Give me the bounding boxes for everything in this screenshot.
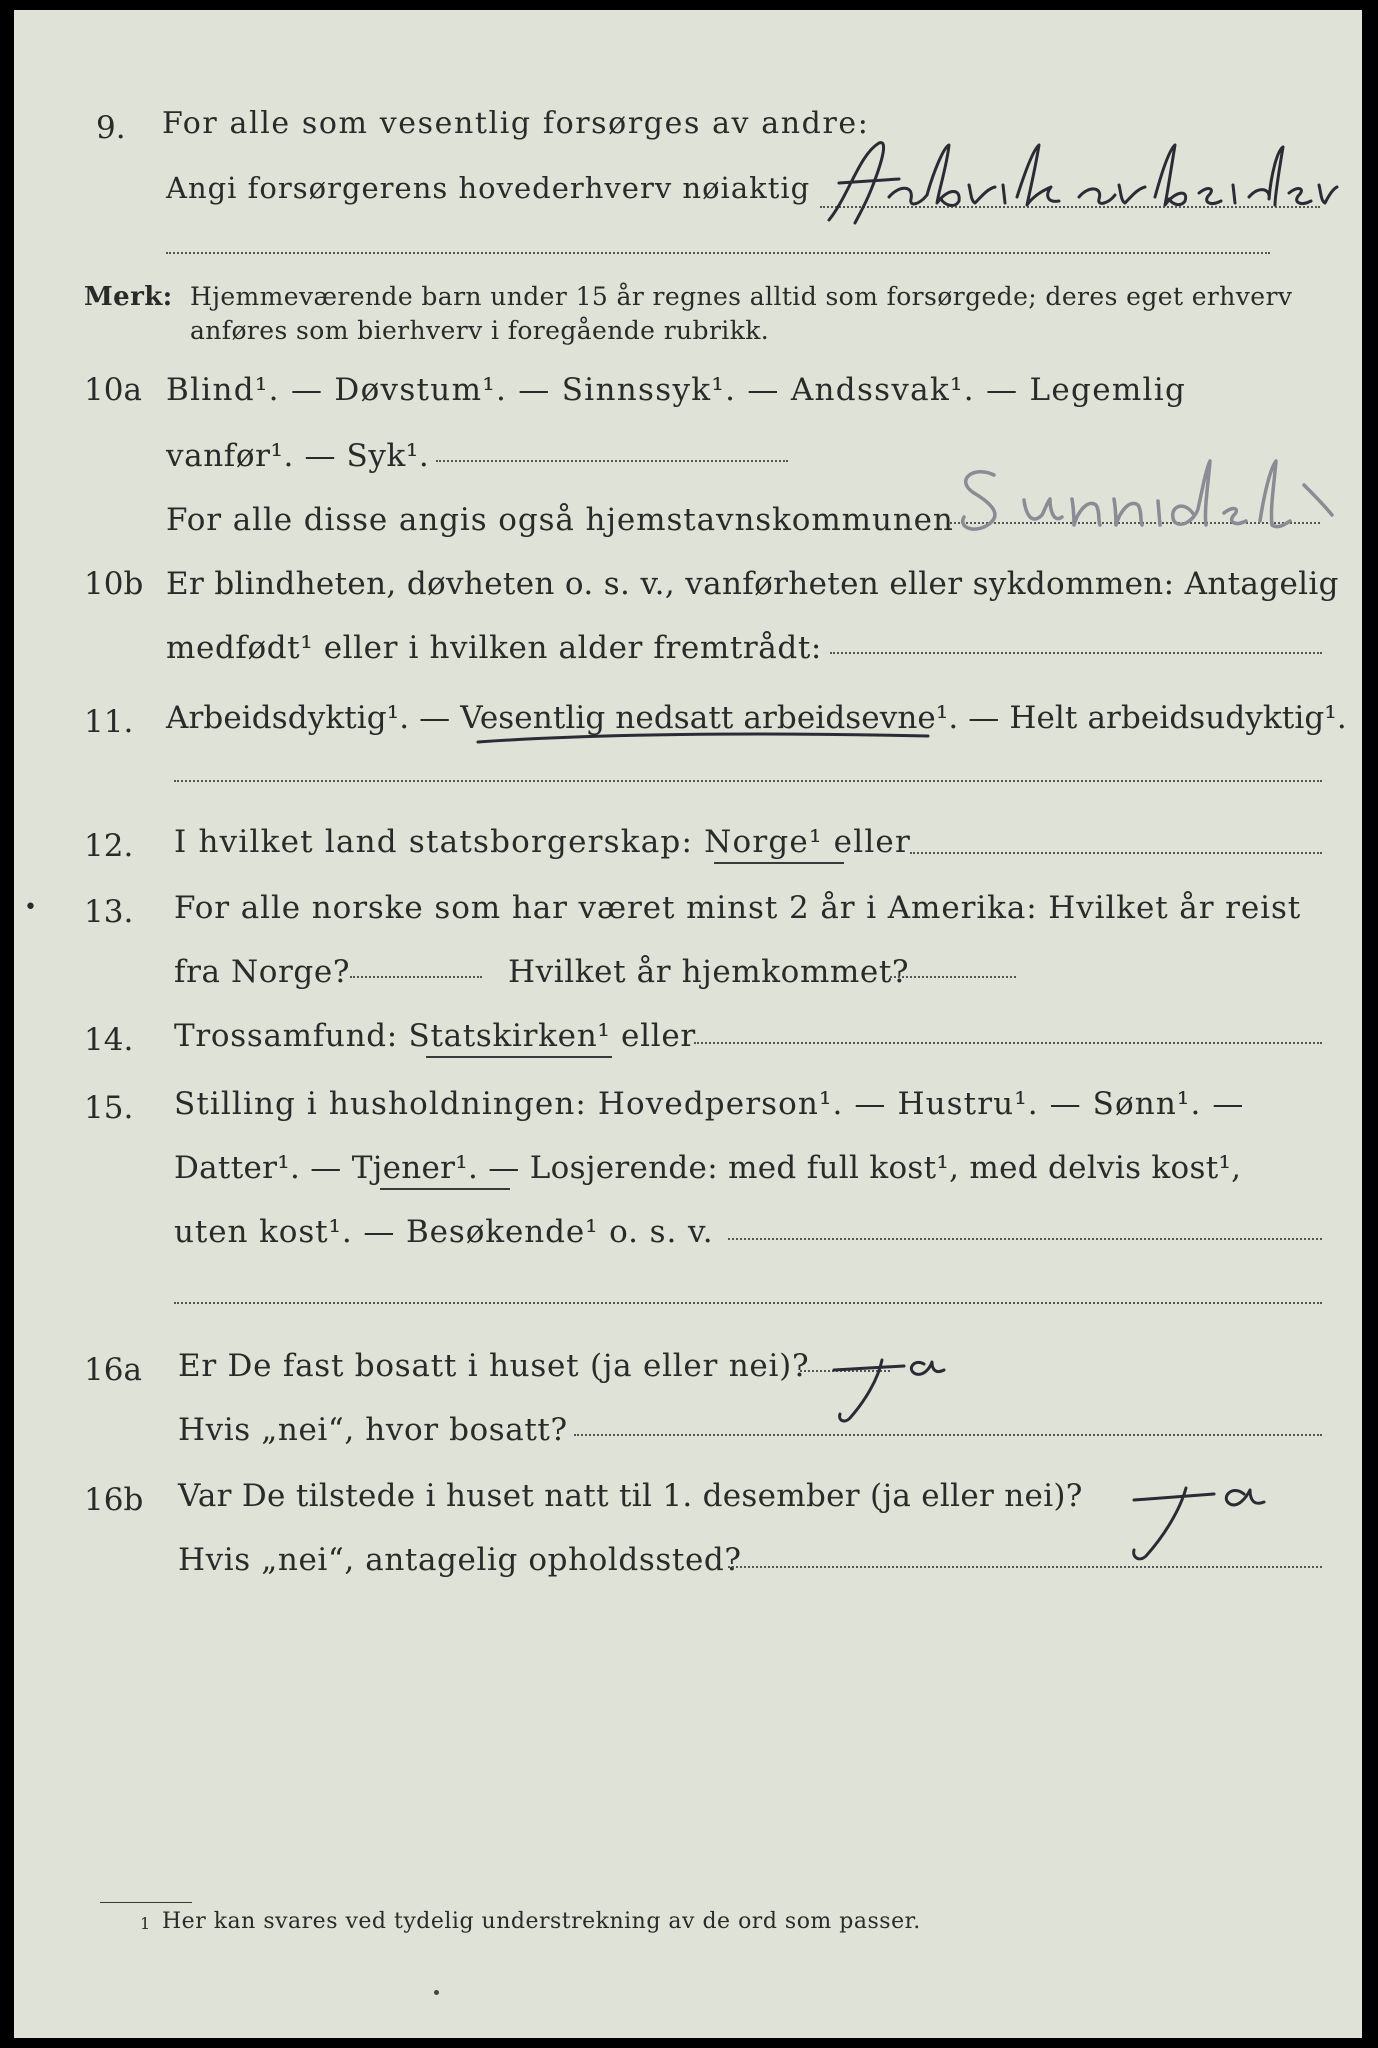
q16a-text-line1: Er De fast bosatt i huset (ja eller nei)? [178, 1348, 810, 1384]
q10b-number: 10b [84, 566, 144, 602]
merk-text-line2: anføres som bierhverv i foregående rubrikk. [190, 316, 770, 345]
q12-number: 12. [84, 828, 134, 864]
q15-text-line3: uten kost¹. — Besøkende¹ o. s. v. [174, 1214, 714, 1250]
q9-text-line2: Angi forsørgerens hovederhverv nøiaktig [166, 171, 811, 205]
q15-answer-line [728, 1238, 1322, 1240]
q10a-number: 10a [84, 372, 142, 408]
q14-statskirken-underline [426, 1056, 612, 1058]
q16b-handwritten-answer [1074, 1458, 1274, 1568]
q11-underline-mark [474, 728, 934, 748]
q13-year-return-line [890, 976, 1016, 978]
q10b-text-line2: medfødt¹ eller i hvilken alder fremtrådt: [166, 630, 822, 666]
q12-answer-line [910, 852, 1322, 854]
q9-text-line1: For alle som vesentlig forsørges av andre: [162, 106, 870, 141]
q15-text-line2: Datter¹. — Tjener¹. — Losjerende: med full kost¹, med delvis kost¹, [174, 1150, 1242, 1186]
page-dot [434, 1990, 439, 1995]
q15-text-line1: Stilling i husholdningen: Hovedperson¹. — Hustru¹. — Sønn¹. — [174, 1086, 1245, 1122]
q16b-text-line2: Hvis „nei“, antagelig opholdssted? [178, 1542, 742, 1578]
q13-text-line2b: Hvilket år hjemkommet? [508, 954, 910, 990]
footnote-text: Her kan svares ved tydelig understrekning av de ord som passer. [162, 1909, 921, 1934]
q10a-text-line2: vanfør¹. — Syk¹. [166, 438, 430, 474]
q9-handwritten-answer [819, 135, 1339, 230]
q11-text-line1: Arbeidsdyktig¹. — Vesentlig nedsatt arbeidsevne¹. — Helt arbeidsudyktig¹. [166, 700, 1347, 736]
q16b-number: 16b [84, 1482, 144, 1518]
q15-tjener-underline [380, 1188, 510, 1190]
q11-extra-line [174, 780, 1322, 782]
q13-bullet: • [24, 895, 37, 920]
q16a-where-line [574, 1434, 1322, 1436]
q16b-text-line1: Var De tilstede i huset natt til 1. desember (ja eller nei)? [178, 1478, 1083, 1514]
q16a-text-line2: Hvis „nei“, hvor bosatt? [178, 1412, 568, 1448]
q10a-syk-line [436, 460, 788, 462]
q15-extra-line [174, 1302, 1322, 1304]
q13-year-left-line [350, 976, 482, 978]
q9-extra-line [166, 252, 1270, 254]
q13-number: 13. [84, 894, 134, 930]
merk-label: Merk: [84, 282, 173, 312]
q14-number: 14. [84, 1022, 134, 1058]
q14-answer-line [694, 1042, 1322, 1044]
q9-number: 9. [96, 110, 126, 146]
q16b-where-line [728, 1566, 1322, 1568]
q14-text-line1: Trossamfund: Statskirken¹ eller [174, 1018, 696, 1054]
q11-number: 11. [84, 704, 134, 740]
footnote-rule [100, 1902, 192, 1903]
q13-text-line1: For alle norske som har været minst 2 år i Amerika: Hvilket år reist [174, 890, 1302, 926]
q12-norge-underline [714, 862, 844, 864]
q10b-text-line1: Er blindheten, døvheten o. s. v., vanførheten eller sykdommen: Antagelig [166, 566, 1339, 602]
q10a-handwritten-answer [954, 455, 1339, 545]
q12-text-line1: I hvilket land statsborgerskap: Norge¹ eller [174, 824, 911, 860]
merk-text-line1: Hjemmeværende barn under 15 år regnes alltid som forsørgede; deres eget erhverv [190, 282, 1293, 311]
q15-number: 15. [84, 1090, 134, 1126]
q10b-answer-line [830, 652, 1322, 654]
q16a-handwritten-answer [794, 1340, 954, 1430]
q16a-number: 16a [84, 1352, 142, 1388]
q10a-text-line1: Blind¹. — Døvstum¹. — Sinnssyk¹. — Andssvak¹. — Legemlig [166, 372, 1187, 408]
q10a-text-line3: For alle disse angis også hjemstavnskommunen [166, 502, 954, 538]
census-form-page [14, 10, 1362, 2038]
footnote-mark: 1 [140, 1914, 151, 1933]
q13-text-line2a: fra Norge? [174, 954, 351, 990]
